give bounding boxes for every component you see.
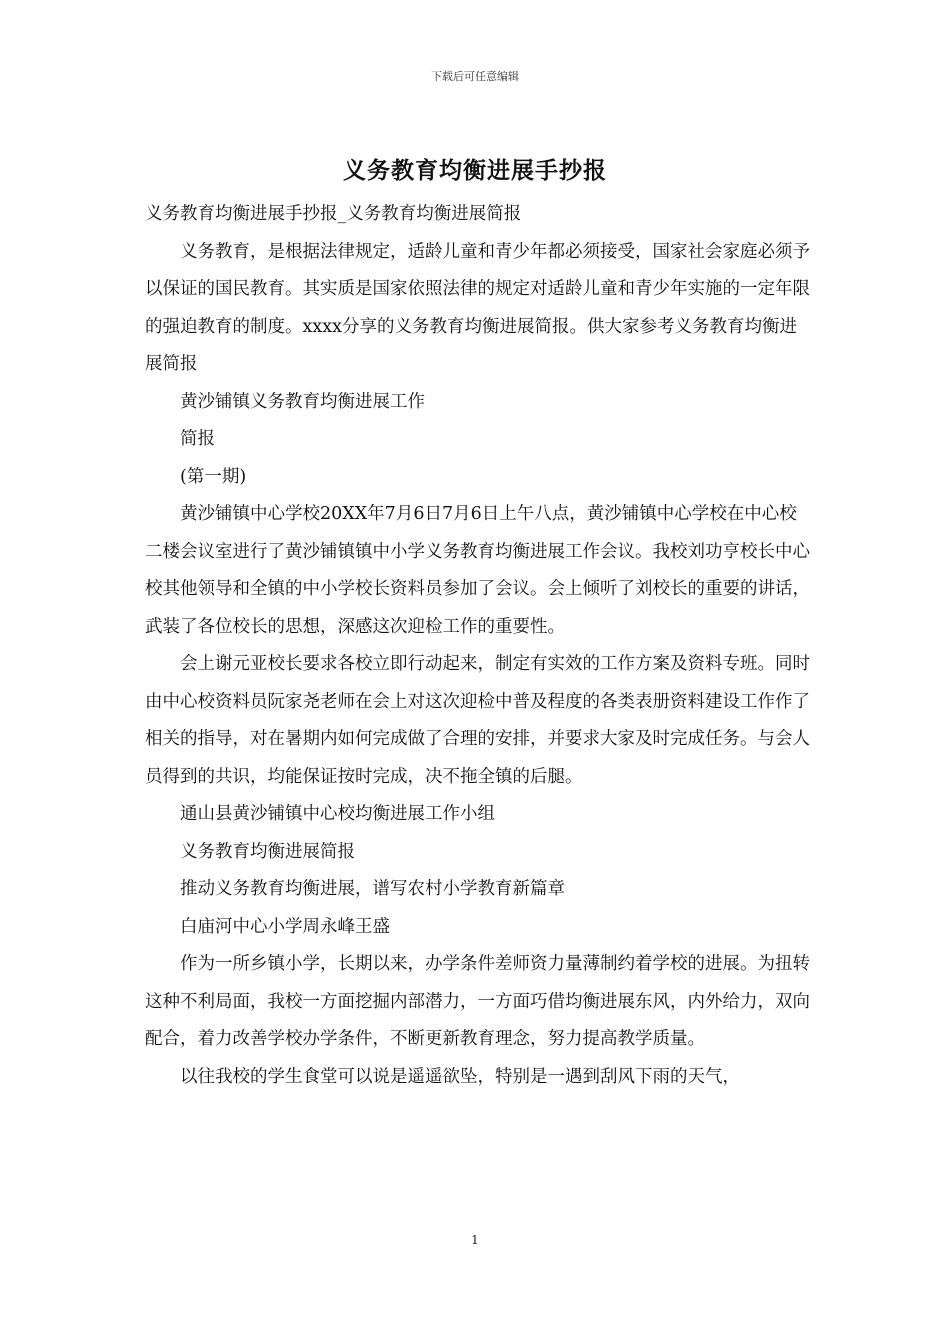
paragraph-heading-work: 黄沙铺镇义务教育均衡进展工作 <box>180 391 425 412</box>
header-note: 下载后可任意编辑 <box>431 70 519 83</box>
paragraph-issue-number: (第一期) <box>180 466 247 487</box>
paragraph-authors: 白庙河中心小学周永峰王盛 <box>180 916 390 937</box>
paragraph-canteen: 以往我校的学生食堂可以说是遥遥欲坠，特别是一遇到刮风下雨的天气， <box>180 1066 740 1087</box>
paragraph-meeting: 黄沙铺镇中心学校20XX年7月6日7月6日上午八点，黄沙铺镇中心学校在中心校二楼会议室进行了黄沙铺镇镇中小学义务教育均衡进展工作会议。我校刘功亨校长中心校其他领导和全镇的中小学校长资料员参加了会议。会上倾听了刘校长的重要的讲话，武装了各位校长的思想，深感这次迎检工作的重要性。 <box>145 504 810 637</box>
paragraph-intro: 义务教育，是根据法律规定，适龄儿童和青少年都必须接受，国家社会家庭必须予以保证的国民教育。其实质是国家依照法律的规定对适龄儿童和青少年实施的一定年限的强迫教育的制度。xxxx分享的义务教育均衡进展简报。供大家参考义务教育均衡进展简报 <box>145 241 810 374</box>
document-title: 义务教育均衡进展手抄报 <box>343 157 607 184</box>
document-subtitle: 义务教育均衡进展手抄报_义务教育均衡进展简报 <box>145 204 522 224</box>
paragraph-section-title: 义务教育均衡进展简报 <box>180 841 355 862</box>
paragraph-requirements: 会上谢元亚校长要求各校立即行动起来，制定有实效的工作方案及资料专班。同时由中心校资料员阮家尧老师在会上对这次迎检中普及程度的各类表册资料建设工作作了相关的指导，对在暑期内如何完成做了合理的安排，并要求大家及时完成任务。与会人员得到的共识，均能保证按时完成，决不拖全镇的后腿。 <box>145 654 810 787</box>
paragraph-signature-group: 通山县黄沙铺镇中心校均衡进展工作小组 <box>180 804 495 824</box>
paragraph-article-title: 推动义务教育均衡进展，谱写农村小学教育新篇章 <box>180 879 565 899</box>
paragraph-school-background: 作为一所乡镇小学，长期以来，办学条件差师资力量薄制约着学校的进展。为扭转这种不利局面，我校一方面挖掘内部潜力，一方面巧借均衡进展东风，内外给力，双向配合，着力改善学校办学条件，不断更新教育理念，努力提高教学质量。 <box>145 954 810 1049</box>
page-number: 1 <box>471 1233 479 1247</box>
paragraph-heading-brief: 简报 <box>180 429 215 449</box>
document-body <box>145 196 813 1096</box>
